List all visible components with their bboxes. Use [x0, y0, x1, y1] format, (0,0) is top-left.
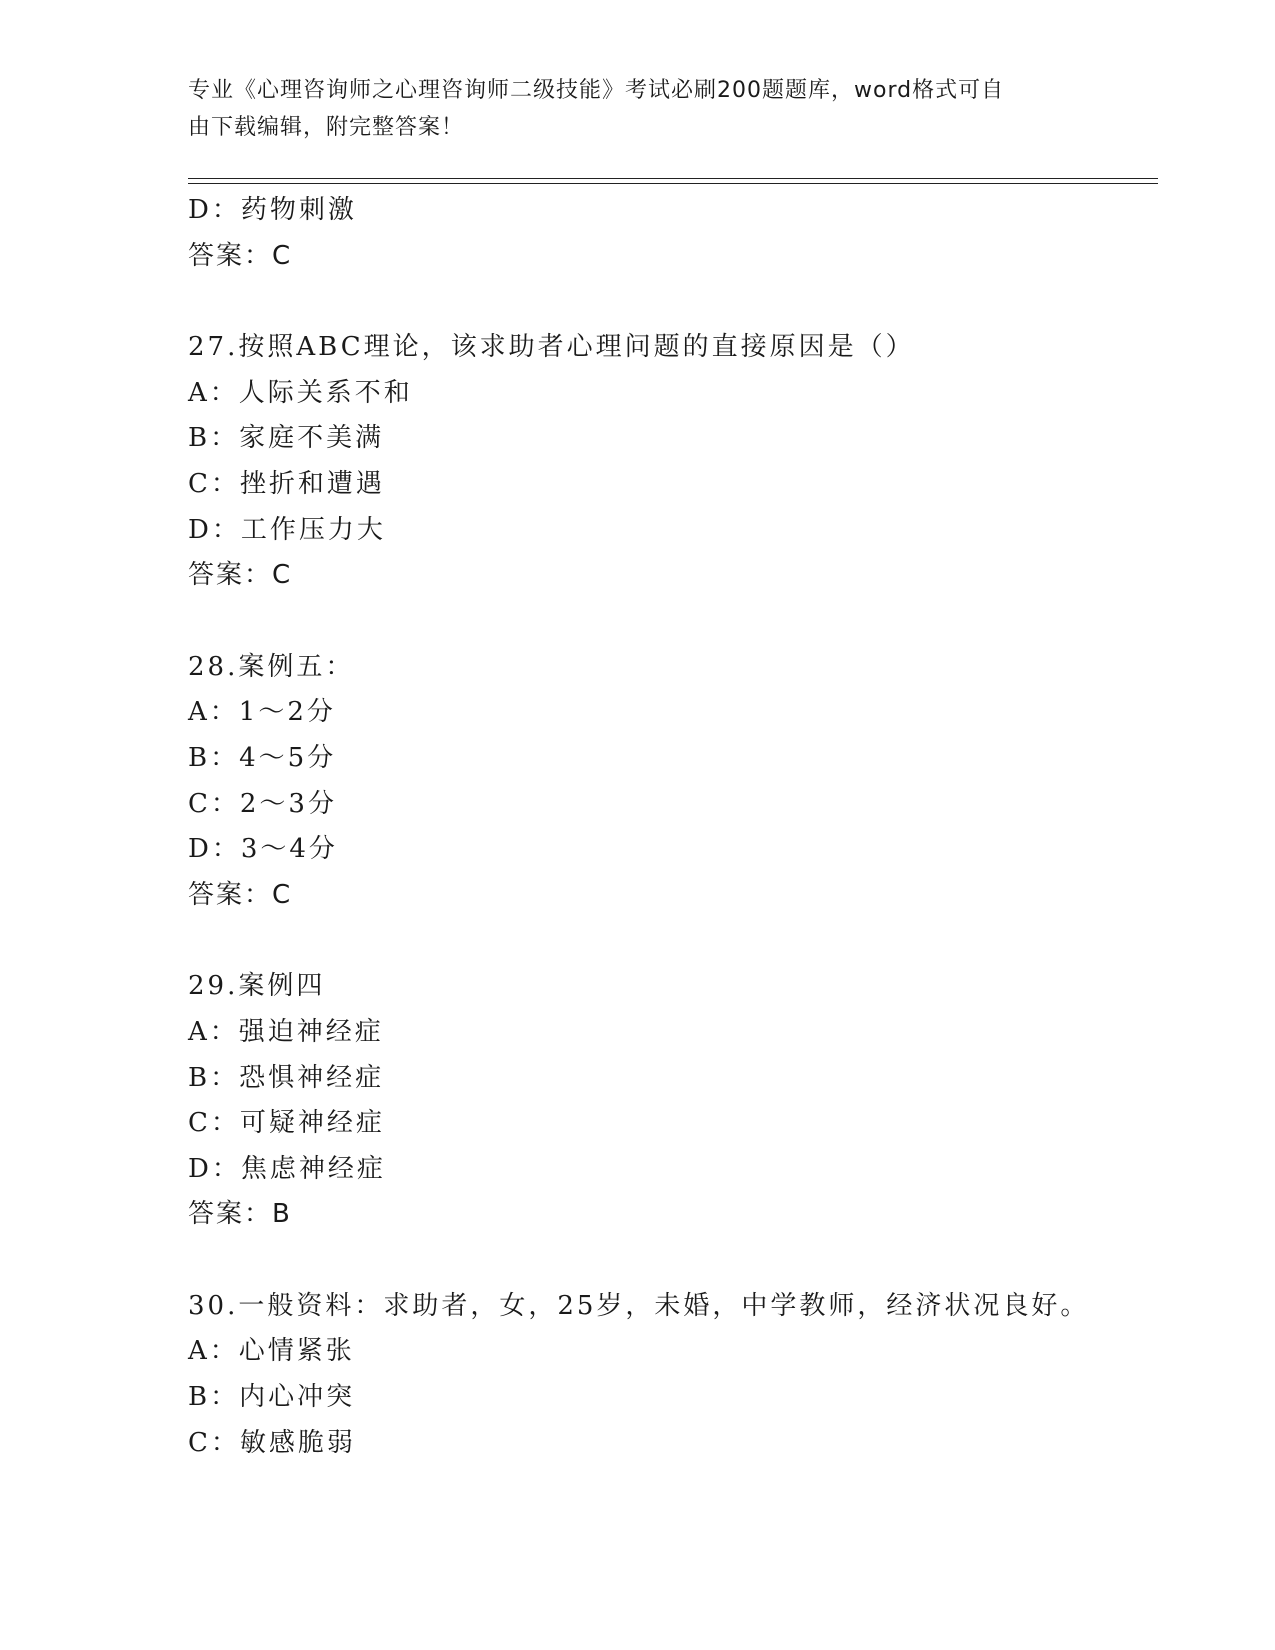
- option-a: A：人际关系不和: [188, 377, 413, 408]
- question-stem: 28.案例五：: [188, 651, 355, 682]
- answer-line: 答案：B: [188, 1199, 292, 1230]
- answer-line: 答案：C: [188, 560, 293, 591]
- question-stem: 29.案例四: [188, 971, 326, 1002]
- option-c: C：敏感脆弱: [188, 1427, 356, 1458]
- spacer: [188, 599, 1148, 645]
- question-29: [188, 964, 1148, 1238]
- answer-line: 答案：C: [188, 240, 293, 271]
- header-title-line-1: 专业《心理咨询师之心理咨询师二级技能》考试必刷200题题库，word格式可自: [188, 78, 1005, 103]
- option-a: A：1～2分: [188, 697, 336, 728]
- question-27: [188, 325, 1148, 599]
- option-d: D：药物刺激: [188, 195, 357, 225]
- question-list: [188, 188, 1148, 1466]
- option-d: D：3～4分: [188, 834, 338, 865]
- option-d: D：工作压力大: [188, 514, 386, 545]
- option-c: C：2～3分: [188, 788, 337, 819]
- option-d: D：焦虑神经症: [188, 1153, 386, 1184]
- question-stem: 27.按照ABC理论，该求助者心理问题的直接原因是（）: [188, 332, 915, 363]
- option-a: A：强迫神经症: [188, 1016, 384, 1047]
- question-30: [188, 1284, 1148, 1466]
- answer-line: 答案：C: [188, 879, 293, 910]
- header-rule-bottom: [188, 183, 1158, 184]
- option-c: C：挫折和遭遇: [188, 468, 385, 499]
- header-rule-top: [188, 178, 1158, 179]
- option-b: B：4～5分: [188, 742, 337, 773]
- spacer: [188, 279, 1148, 325]
- option-b: B：家庭不美满: [188, 423, 385, 454]
- question-stem: 30.一般资料：求助者，女，25岁，未婚，中学教师，经济状况良好。: [188, 1290, 1090, 1321]
- header-title-line-2: 由下载编辑，附完整答案！: [188, 115, 465, 140]
- option-b: B：恐惧神经症: [188, 1062, 385, 1093]
- option-b: B：内心冲突: [188, 1382, 356, 1413]
- spacer: [188, 918, 1148, 964]
- option-a: A：心情紧张: [188, 1336, 355, 1367]
- question-28: [188, 645, 1148, 919]
- leading-fragment: [188, 188, 1148, 279]
- document-header: [188, 72, 1068, 146]
- spacer: [188, 1238, 1148, 1284]
- option-c: C：可疑神经症: [188, 1108, 385, 1139]
